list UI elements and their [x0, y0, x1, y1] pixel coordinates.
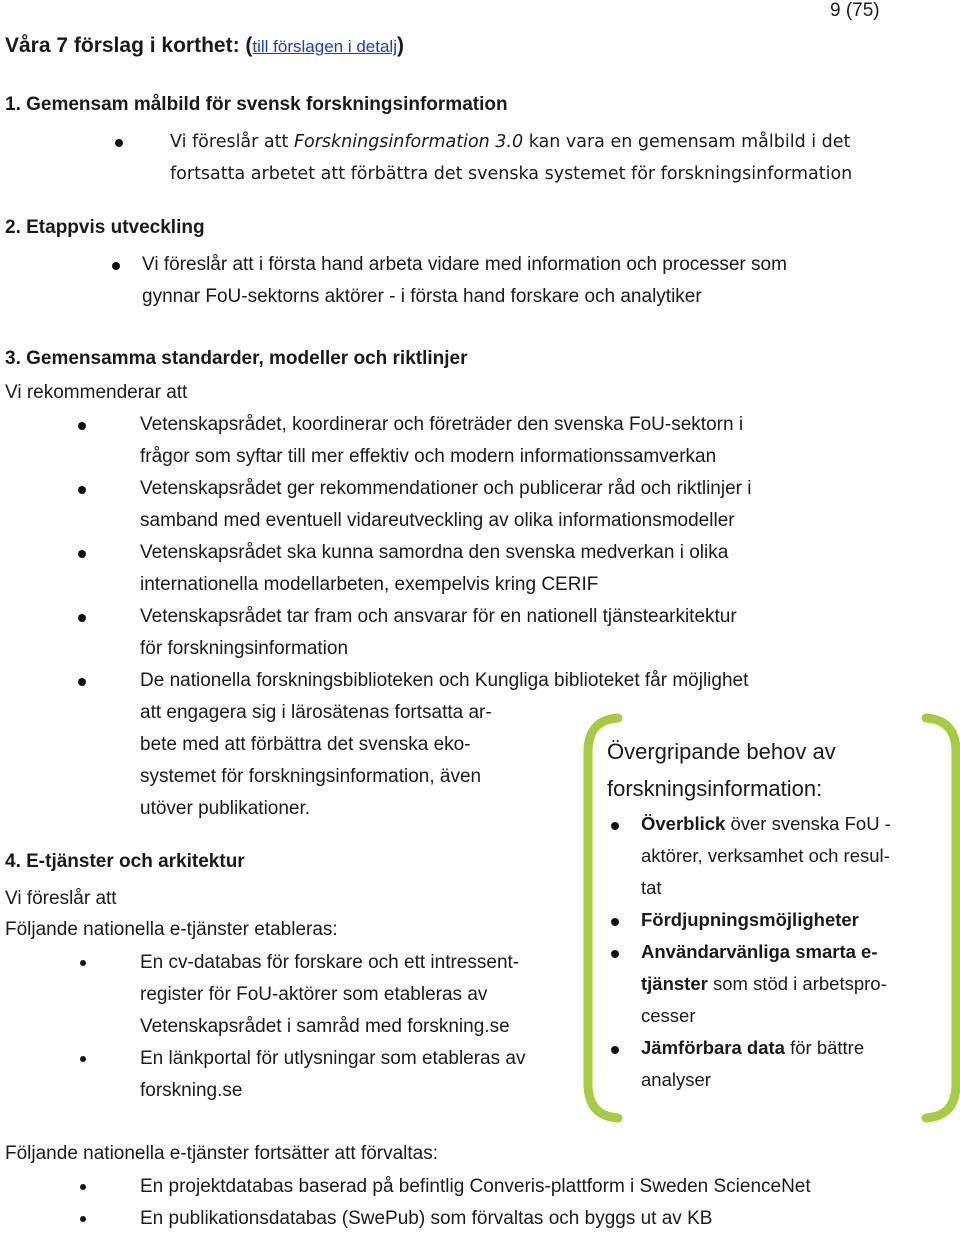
section4-intro-services: Följande nationella e-tjänster etableras:	[5, 919, 338, 940]
sidebox-item1-line3: tat	[641, 877, 662, 898]
bullet-icon	[80, 960, 86, 966]
section3-intro: Vi rekommenderar att	[5, 382, 188, 403]
section3-line: bete med att förbättra det svenska eko-	[140, 734, 471, 755]
page-number: 9 (75)	[830, 0, 880, 21]
section4-line: En länkportal för utlysningar som etableras av	[140, 1048, 526, 1069]
bullet-icon	[611, 950, 619, 958]
right-bracket	[926, 718, 956, 1118]
bullet-icon	[80, 1184, 86, 1190]
section3-line: Vetenskapsrådet ger rekommendationer och publicerar råd och riktlinjer i	[140, 478, 752, 499]
sidebox-item2: Fördjupningsmöjligheter	[641, 909, 859, 930]
section4-line: En cv-databas för forskare och ett intressent-	[140, 952, 520, 973]
bullet-icon	[80, 1056, 86, 1062]
bullet-icon	[112, 262, 120, 270]
bullet-icon	[78, 550, 86, 558]
section2-item-line1: Vi föreslår att i första hand arbeta vidare med information och processer som	[142, 254, 787, 275]
sidebox-item1-line1: Överblick över svenska FoU -	[641, 813, 891, 834]
sidebox-item1-line2: aktörer, verksamhet och resul-	[641, 845, 890, 866]
section3-line: Vetenskapsrådet tar fram och ansvarar för en nationell tjänstearkitektur	[140, 606, 737, 627]
section3-line: för forskningsinformation	[140, 638, 349, 659]
section3-line: internationella modellarbeten, exempelvis kring CERIF	[140, 574, 599, 595]
bullet-icon	[78, 422, 86, 430]
section4-intro: Vi föreslår att	[5, 888, 117, 909]
section4-continue-line: En projektdatabas baserad på befintlig Converis-plattform i Sweden ScienceNet	[140, 1176, 811, 1197]
bullet-icon	[78, 614, 86, 622]
details-link[interactable]: till förslagen i detalj	[252, 37, 397, 56]
section4-continue-line: En publikationsdatabas (SwePub) som förvaltas och byggs ut av KB	[140, 1208, 713, 1229]
section4-continue-intro: Följande nationella e-tjänster fortsätter att förvaltas:	[5, 1143, 439, 1164]
bullet-icon	[115, 139, 123, 147]
section1-item-line1: Vi föreslår att Forskningsinformation 3.0 kan vara en gemensam målbild i det	[170, 132, 851, 152]
section3-line: Vetenskapsrådet ska kunna samordna den svenska medverkan i olika	[140, 542, 729, 563]
section2-heading: 2. Etappvis utveckling	[5, 217, 205, 238]
bullet-icon	[611, 822, 619, 830]
title-suffix: )	[396, 34, 404, 57]
section4-line: Vetenskapsrådet i samråd med forskning.se	[140, 1016, 510, 1037]
bullet-icon	[611, 1046, 619, 1054]
section1-heading: 1. Gemensam målbild för svensk forskningsinformation	[5, 94, 508, 115]
sidebox-item3-line1: Användarvänliga smarta e-	[641, 941, 878, 962]
section3-line: De nationella forskningsbiblioteken och Kungliga biblioteket får möjlighet	[140, 670, 749, 691]
bullet-icon	[611, 918, 619, 926]
sidebox-item4-line1: Jämförbara data för bättre	[641, 1037, 865, 1058]
bullet-icon	[78, 678, 86, 686]
sidebox-title-line1: Övergripande behov av	[607, 739, 836, 764]
bullet-icon	[78, 486, 86, 494]
page-title	[5, 34, 404, 58]
sidebox-title-line2: forskningsinformation:	[607, 776, 823, 801]
section1-item-line2: fortsatta arbetet att förbättra det svenska systemet för forskningsinformation	[170, 164, 853, 184]
section3-line: samband med eventuell vidareutveckling av olika informationsmodeller	[140, 510, 735, 531]
title-prefix: Våra 7 förslag i korthet: (	[5, 34, 253, 57]
section3-line: Vetenskapsrådet, koordinerar och företräder den svenska FoU-sektorn i	[140, 414, 744, 435]
sidebox-item3-line3: cesser	[641, 1005, 696, 1026]
section3-line: frågor som syftar till mer effektiv och modern informationssamverkan	[140, 446, 717, 467]
section3-heading: 3. Gemensamma standarder, modeller och riktlinjer	[5, 348, 468, 369]
section4-line: register för FoU-aktörer som etableras av	[140, 984, 488, 1005]
section4-line: forskning.se	[140, 1080, 243, 1101]
sidebox-item4-line2: analyser	[641, 1069, 711, 1090]
section3-line: systemet för forskningsinformation, även	[140, 766, 482, 787]
section2-item-line2: gynnar FoU-sektorns aktörer - i första hand forskare och analytiker	[142, 286, 702, 307]
section4-heading: 4. E-tjänster och arkitektur	[5, 851, 245, 872]
section3-line: att engagera sig i lärosätenas fortsatta ar-	[140, 702, 492, 723]
section3-line: utöver publikationer.	[140, 798, 311, 819]
sidebox-item3-line2: tjänster som stöd i arbetspro-	[641, 973, 887, 994]
bullet-icon	[80, 1216, 86, 1222]
